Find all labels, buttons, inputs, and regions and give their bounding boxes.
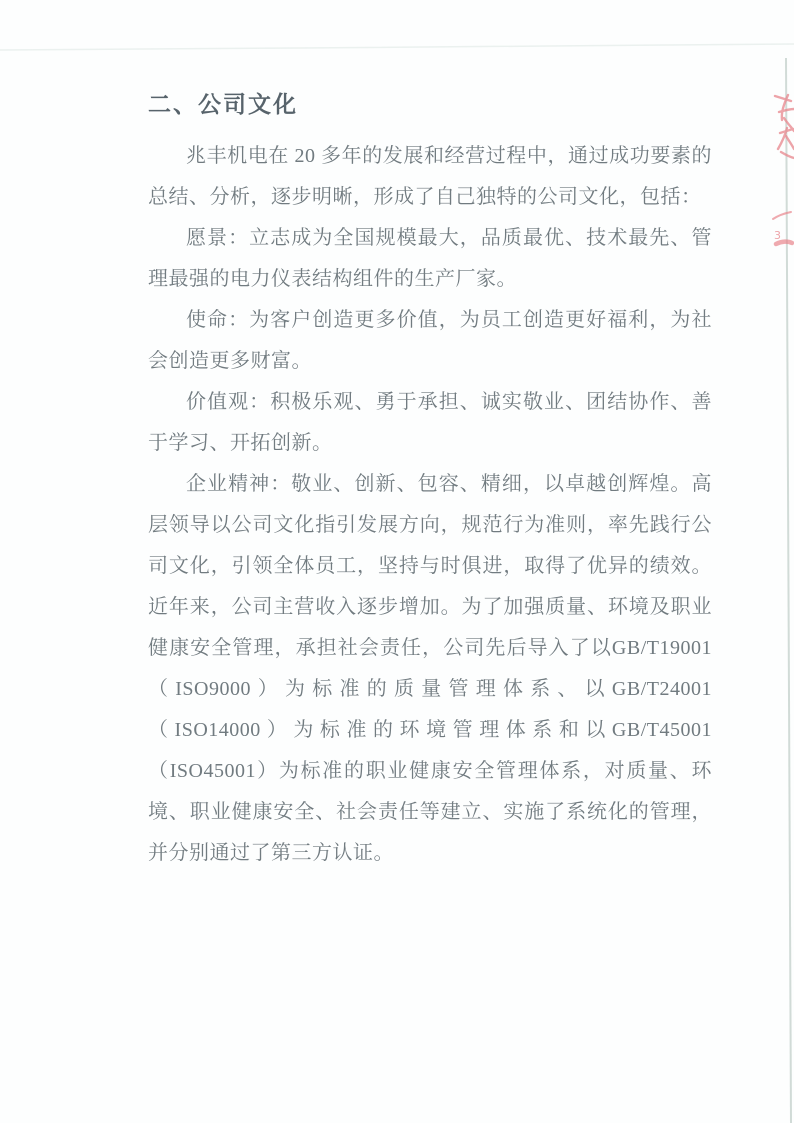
paragraph-intro: 兆丰机电在 20 多年的发展和经营过程中，通过成功要素的总结、分析，逐步明晰，形成了自己独特的公司文化，包括：	[148, 145, 712, 208]
paragraph-spirit: 企业精神：敬业、创新、包容、精细，以卓越创辉煌。高层领导以公司文化指引发展方向，规范行为准则，率先践行公司文化，引领全体员工，坚持与时俱进，取得了优异的绩效。近年来，公司主营收入逐步增加。为了加强质量、环境及职业健康安全管理，承担社会责任，公司先后导入了以GB/T19001（ISO9000）为标准的质量管理体系、以GB/T24001（ISO14000）为标准的环境管理体系和以GB/T45001（ISO45001）为标准的职业健康安全管理体系，对质量、环境、职业健康安全、社会责任等建立、实施了系统化的管理，并分别通过了第三方认证。	[148, 473, 712, 864]
scan-artifact-line	[0, 44, 794, 50]
paragraph-mission: 使命：为客户创造更多价值，为员工创造更好福利，为社会创造更多财富。	[148, 309, 712, 372]
paragraph-vision: 愿景：立志成为全国规模最大，品质最优、技术最先、管理最强的电力仪表结构组件的生产厂家。	[148, 227, 712, 290]
document-body	[148, 90, 712, 874]
page-edge-line	[786, 58, 791, 1123]
section-heading: 二、公司文化	[148, 92, 298, 117]
paragraph-values: 价值观：积极乐观、勇于承担、诚实敬业、团结协作、善于学习、开拓创新。	[148, 391, 712, 454]
red-handwriting-mark-top	[775, 95, 794, 158]
red-handwriting-digit: 3	[774, 229, 781, 242]
red-handwriting-mark-middle	[773, 212, 792, 244]
